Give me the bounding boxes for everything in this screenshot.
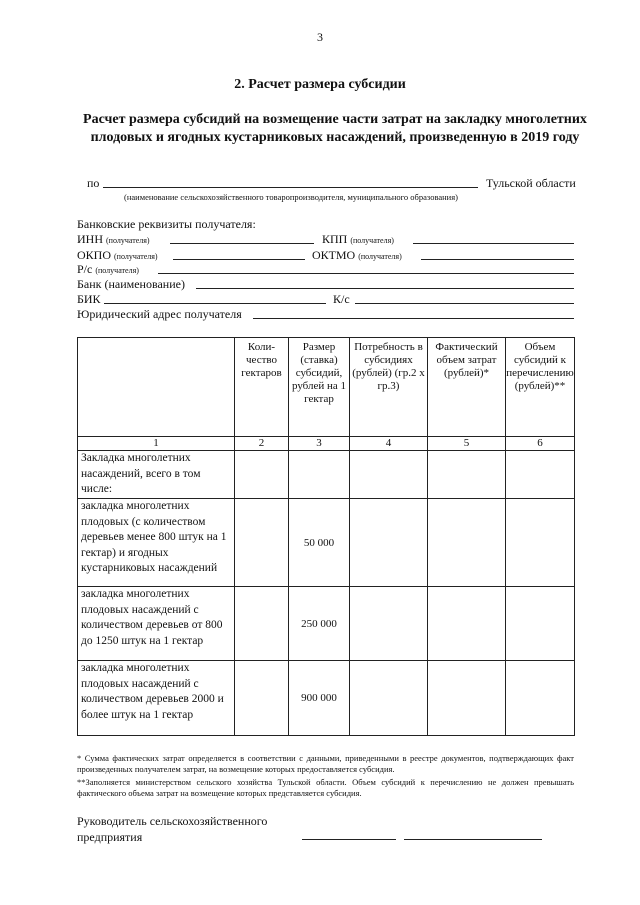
column-number: 6 — [506, 437, 575, 451]
row-label: закладка многолетних плодовых насаждений с количеством деревьев от 800 до 1250 штук на 1 гектар — [78, 587, 235, 661]
header-cell-hectares: Коли-чество гектаров — [235, 338, 289, 437]
address-label: Юридический адрес получателя — [77, 307, 242, 321]
hectares-cell[interactable] — [235, 661, 289, 736]
subsidy-table — [77, 337, 575, 736]
actual-cell[interactable] — [428, 451, 506, 499]
okpo-label: ОКПО (получателя) — [77, 248, 158, 262]
bank-name-label: Банк (наименование) — [77, 277, 185, 291]
actual-cell[interactable] — [428, 661, 506, 736]
footnote-actual-costs: * Сумма фактических затрат определяется в соответствии с данными, приведенными в реестре документов, подтверждающих факт произведенных получателем затрат, на возмещение которых предоставляется субсидия. — [77, 753, 574, 774]
bank-name-field[interactable] — [196, 288, 574, 289]
signature-field[interactable] — [302, 839, 396, 840]
recipient-caption: (наименование сельскохозяйственного товаропроизводителя, муниципального образования) — [124, 192, 458, 202]
header-cell-actual: Фактический объем затрат (рублей)* — [428, 338, 506, 437]
bik-label: БИК — [77, 292, 101, 306]
transfer-cell[interactable] — [506, 451, 575, 499]
kpp-label: КПП (получателя) — [322, 232, 394, 246]
document-title: Расчет размера субсидий на возмещение части затрат на закладку многолетних плодовых и ягодных кустарниковых насаждений, произведенную в 2019 году — [83, 112, 587, 145]
ks-field[interactable] — [355, 303, 574, 304]
table-row — [78, 499, 575, 587]
column-number: 3 — [289, 437, 350, 451]
signature-title-line1: Руководитель сельскохозяйственного — [77, 814, 268, 828]
kpp-field[interactable] — [413, 243, 574, 244]
rate-cell: 50 000 — [289, 499, 350, 587]
transfer-cell[interactable] — [506, 499, 575, 587]
need-cell[interactable] — [350, 499, 428, 587]
signature-title-line2: предприятия — [77, 830, 143, 844]
hectares-cell[interactable] — [235, 587, 289, 661]
table-row — [78, 587, 575, 661]
inn-field[interactable] — [170, 243, 314, 244]
need-cell[interactable] — [350, 587, 428, 661]
hectares-cell[interactable] — [235, 499, 289, 587]
bik-field[interactable] — [104, 303, 326, 304]
inn-label: ИНН (получателя) — [77, 232, 150, 246]
actual-cell[interactable] — [428, 587, 506, 661]
transfer-cell[interactable] — [506, 661, 575, 736]
hectares-cell[interactable] — [235, 451, 289, 499]
signature-name-field[interactable] — [404, 839, 542, 840]
rate-cell: 900 000 — [289, 661, 350, 736]
section-title: 2. Расчет размера субсидии — [234, 77, 406, 92]
header-cell-transfer: Объем субсидий к перечислению (рублей)** — [506, 338, 575, 437]
address-field[interactable] — [253, 318, 574, 319]
recipient-region: Тульской области — [486, 176, 576, 190]
column-number: 4 — [350, 437, 428, 451]
rs-field[interactable] — [158, 273, 574, 274]
footnote-ministry: **Заполняется министерством сельского хозяйства Тульской области. Объем субсидий к перечислению не должен превышать фактического объема затрат на возмещение которых представляется субсидия. — [77, 777, 574, 798]
rs-label: Р/с (получателя) — [77, 262, 139, 276]
column-number: 2 — [235, 437, 289, 451]
column-number-row — [78, 437, 575, 451]
column-number: 1 — [78, 437, 235, 451]
header-cell — [78, 338, 235, 437]
table-row-total — [78, 451, 575, 499]
recipient-prefix: по — [87, 176, 100, 190]
need-cell[interactable] — [350, 661, 428, 736]
ks-label: К/с — [333, 292, 350, 306]
row-label: Закладка многолетних насаждений, всего в том числе: — [78, 451, 235, 499]
column-number: 5 — [428, 437, 506, 451]
page-number: 3 — [317, 30, 323, 44]
transfer-cell[interactable] — [506, 587, 575, 661]
rate-cell: 250 000 — [289, 587, 350, 661]
row-label: закладка многолетних плодовых насаждений с количеством деревьев 2000 и более штук на 1 гектар — [78, 661, 235, 736]
header-cell-need: Потребность в субсидиях (рублей) (гр.2 х гр.3) — [350, 338, 428, 437]
okpo-field[interactable] — [173, 259, 305, 260]
oktmo-field[interactable] — [421, 259, 574, 260]
header-cell-rate: Размер (ставка) субсидий, рублей на 1 гектар — [289, 338, 350, 437]
actual-cell[interactable] — [428, 499, 506, 587]
table-row — [78, 661, 575, 736]
recipient-name-field[interactable] — [103, 187, 478, 188]
need-cell[interactable] — [350, 451, 428, 499]
row-label: закладка многолетних плодовых (с количеством деревьев менее 800 штук на 1 гектар) и ягодных кустарниковых насаждений — [78, 499, 235, 587]
signature-title — [77, 813, 267, 845]
bank-heading: Банковские реквизиты получателя: — [77, 217, 256, 231]
table-header-row — [78, 338, 575, 437]
oktmo-label: ОКТМО (получателя) — [312, 248, 402, 262]
rate-cell — [289, 451, 350, 499]
